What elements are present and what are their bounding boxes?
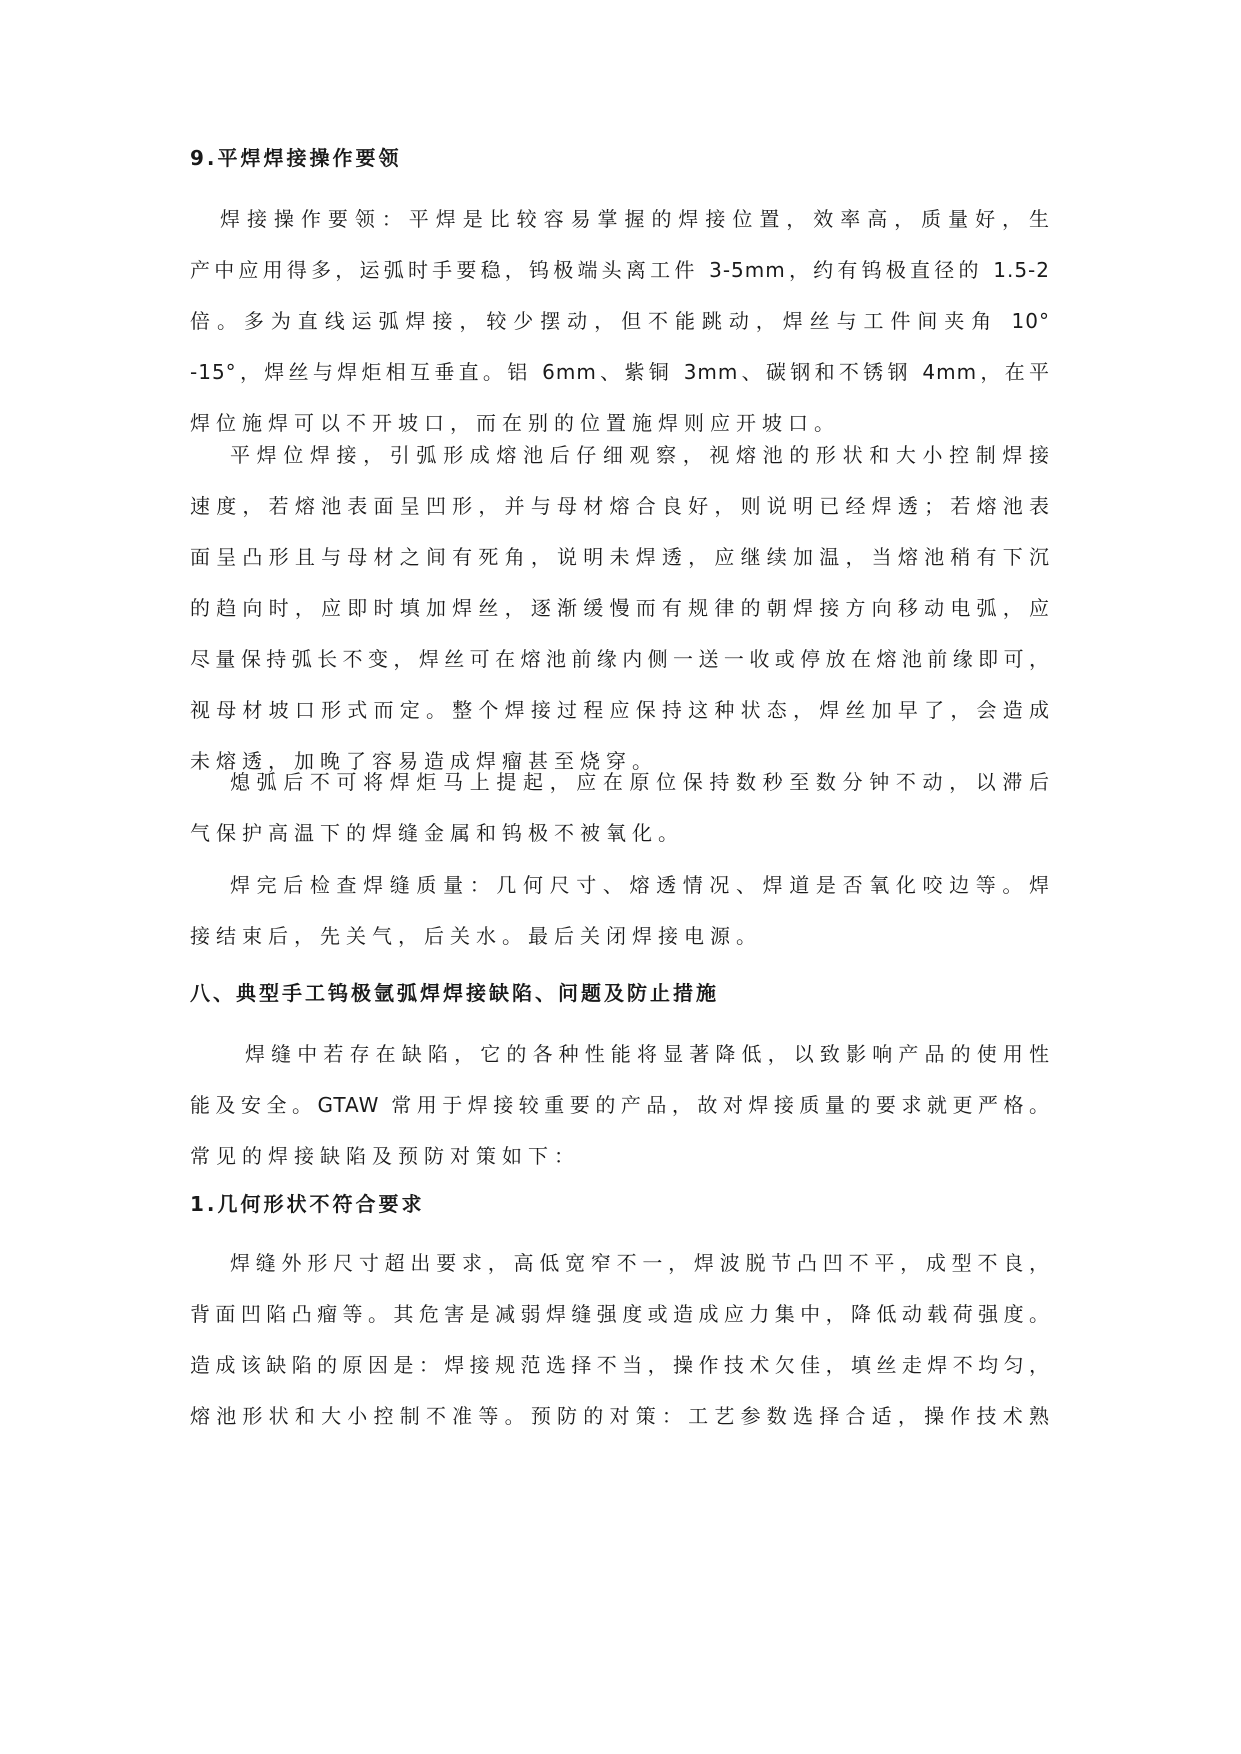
text-line: 焊缝外形尺寸超出要求，高低宽窄不一，焊波脱节凸凹不平，成型不良， — [230, 1251, 1050, 1275]
text-line: 接结束后，先关气，后关水。最后关闭焊接电源。 — [190, 924, 762, 948]
text-line: 未熔透，加晚了容易造成焊瘤甚至烧穿。 — [190, 749, 658, 773]
paragraph-defects-intro — [190, 1039, 1050, 1192]
text-line: 造成该缺陷的原因是：焊接规范选择不当，操作技术欠佳，填丝走焊不均匀， — [190, 1353, 1050, 1377]
text-line: 视母材坡口形式而定。整个焊接过程应保持这种状态，焊丝加早了，会造成 — [190, 698, 1050, 722]
section-heading-9: 9.平焊焊接操作要领 — [190, 146, 402, 170]
text-line: -15°，焊丝与焊炬相互垂直。铝 6mm、紫铜 3mm、碳钢和不锈钢 4mm，在平 — [190, 360, 1050, 384]
text-line: 气保护高温下的焊缝金属和钨极不被氧化。 — [190, 821, 684, 845]
text-line: 产中应用得多，运弧时手要稳，钨极端头离工件 3-5mm，约有钨极直径的 1.5-2 — [190, 258, 1050, 282]
text-line: 焊位施焊可以不开坡口，而在别的位置施焊则应开坡口。 — [190, 411, 840, 435]
text-line: 常见的焊接缺陷及预防对策如下： — [190, 1144, 580, 1168]
text-line: 平焊位焊接，引弧形成熔池后仔细观察，视熔池的形状和大小控制焊接 — [230, 443, 1050, 467]
text-line: 熄弧后不可将焊炬马上提起，应在原位保持数秒至数分钟不动，以滞后 — [230, 770, 1050, 794]
paragraph-flat-welding-essentials — [190, 204, 1050, 459]
text-line: 焊缝中若存在缺陷，它的各种性能将显著降低，以致影响产品的使用性 — [245, 1042, 1050, 1066]
paragraph-flat-position-welding — [190, 440, 1050, 797]
text-line: 的趋向时，应即时填加焊丝，逐渐缓慢而有规律的朝焊接方向移动电弧，应 — [190, 596, 1050, 620]
section-heading-8: 八、典型手工钨极氩弧焊焊接缺陷、问题及防止措施 — [190, 981, 719, 1005]
paragraph-geometry-defects — [190, 1248, 1050, 1452]
text-line: 焊完后检查焊缝质量：几何尺寸、熔透情况、焊道是否氧化咬边等。焊 — [230, 873, 1050, 897]
text-line: 焊接操作要领：平焊是比较容易掌握的焊接位置，效率高，质量好，生 — [220, 207, 1050, 231]
section-heading-1: 1.几何形状不符合要求 — [190, 1192, 425, 1216]
text-line: 速度，若熔池表面呈凹形，并与母材熔合良好，则说明已经焊透；若熔池表 — [190, 494, 1050, 518]
text-line: 熔池形状和大小控制不准等。预防的对策：工艺参数选择合适，操作技术熟 — [190, 1404, 1050, 1428]
paragraph-post-weld-check — [190, 870, 1050, 972]
paragraph-arc-extinguish — [190, 767, 1050, 869]
text-line: 尽量保持弧长不变，焊丝可在熔池前缘内侧一送一收或停放在熔池前缘即可， — [190, 647, 1050, 671]
text-line: 背面凹陷凸瘤等。其危害是减弱焊缝强度或造成应力集中，降低动载荷强度。 — [190, 1302, 1050, 1326]
text-line: 倍。多为直线运弧焊接，较少摆动，但不能跳动，焊丝与工件间夹角 10° — [190, 309, 1050, 333]
text-line: 面呈凸形且与母材之间有死角，说明未焊透，应继续加温，当熔池稍有下沉 — [190, 545, 1050, 569]
text-line: 能及安全。GTAW 常用于焊接较重要的产品，故对焊接质量的要求就更严格。 — [190, 1093, 1050, 1117]
